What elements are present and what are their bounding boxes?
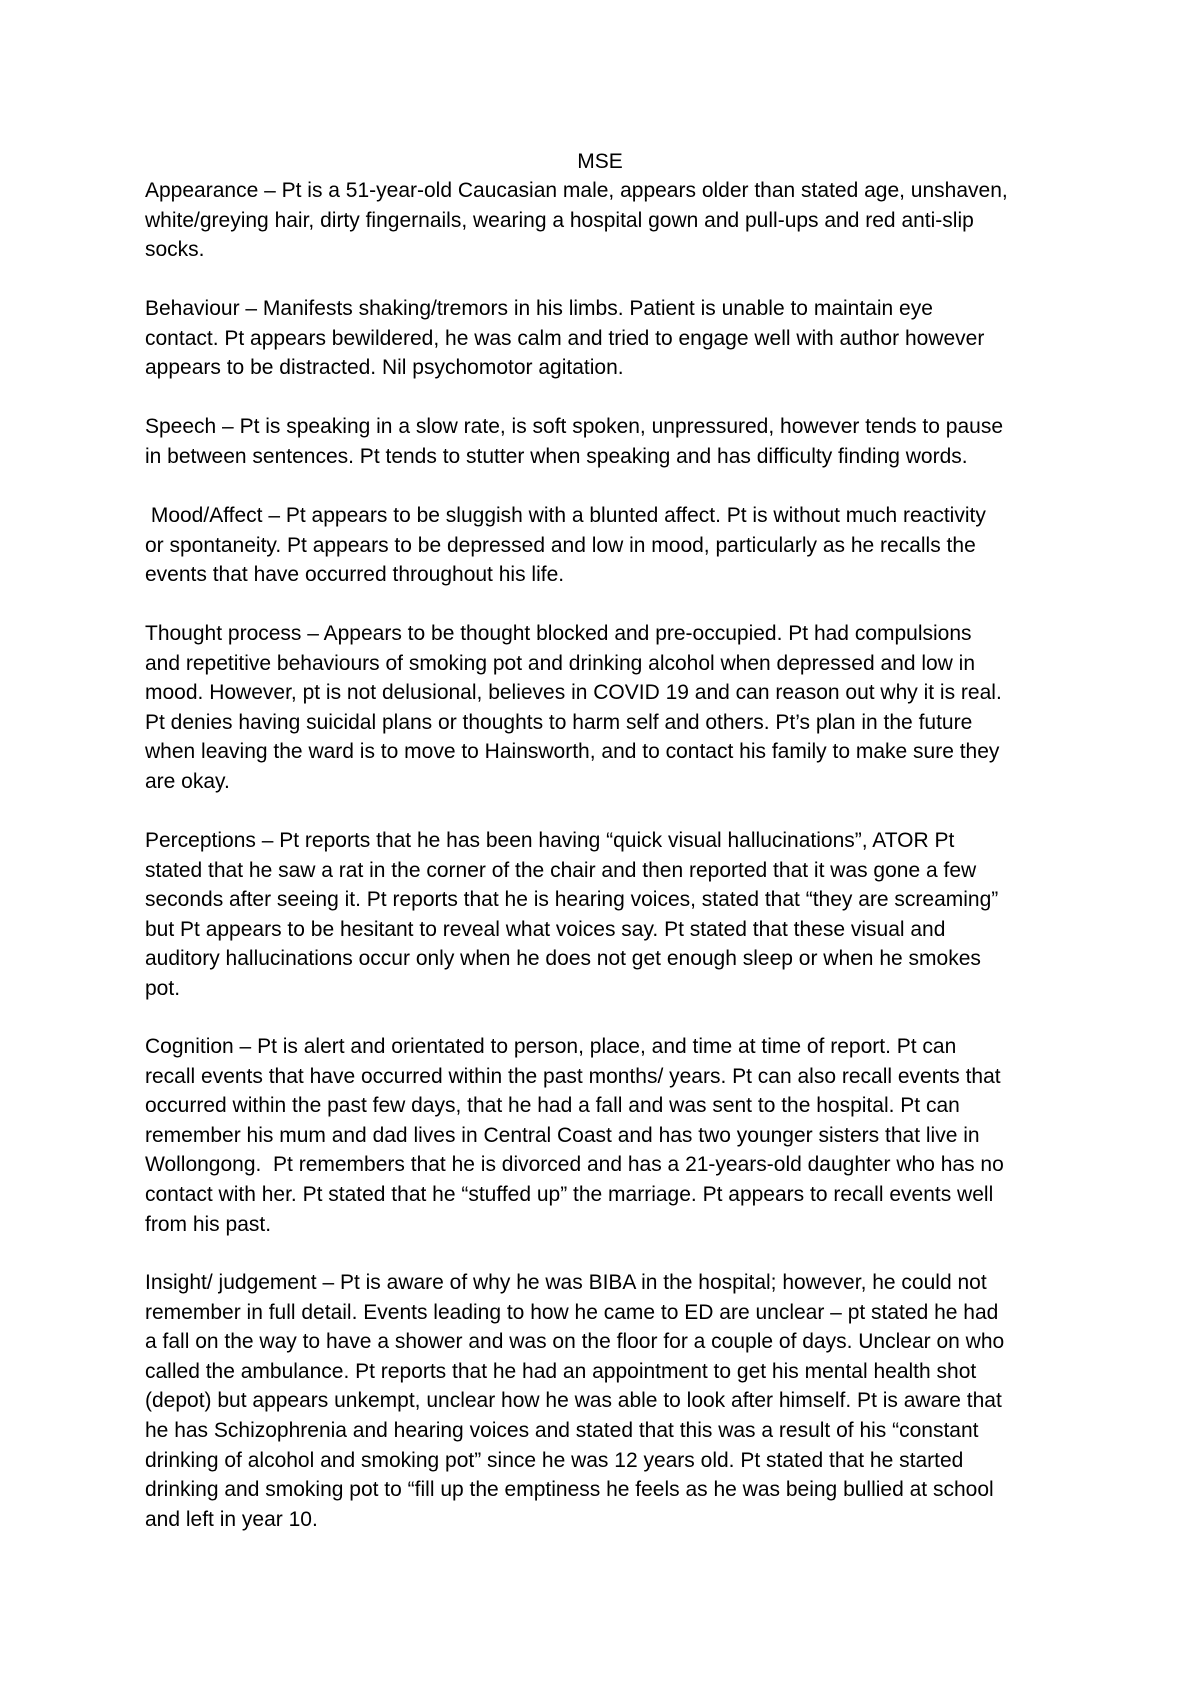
paragraph-line: a fall on the way to have a shower and was on the floor for a couple of days. Unclear on who — [145, 1330, 1005, 1354]
paragraph-thought-process — [145, 619, 1065, 797]
paragraph-insight-judgement — [145, 1268, 1065, 1534]
paragraph-line: seconds after seeing it. Pt reports that he is hearing voices, stated that “they are screaming” — [145, 888, 999, 912]
paragraph-behaviour — [145, 294, 1065, 383]
paragraph-line: remember in full detail. Events leading to how he came to ED are unclear – pt stated he had — [145, 1300, 999, 1324]
paragraph-line: Behaviour – Manifests shaking/tremors in his limbs. Patient is unable to maintain eye — [145, 297, 933, 320]
paragraph-line: white/greying hair, dirty fingernails, wearing a hospital gown and pull-ups and red anti-slip — [145, 208, 974, 232]
paragraph-perceptions — [145, 826, 1065, 1004]
paragraph-line: and left in year 10. — [145, 1507, 318, 1531]
paragraph-mood-affect — [145, 501, 1065, 590]
paragraph-line: contact with her. Pt stated that he “stuffed up” the marriage. Pt appears to recall events well — [145, 1182, 994, 1206]
paragraph-line: are okay. — [145, 769, 230, 793]
paragraph-line: drinking of alcohol and smoking pot” since he was 12 years old. Pt stated that he started — [145, 1448, 964, 1472]
paragraph-cognition — [145, 1032, 1065, 1239]
document-title: MSE — [577, 150, 623, 173]
paragraph-speech — [145, 412, 1065, 471]
paragraph-line: called the ambulance. Pt reports that he had an appointment to get his mental health shot — [145, 1359, 977, 1383]
paragraph-line: recall events that have occurred within the past months/ years. Pt can also recall events that — [145, 1064, 1001, 1088]
paragraph-line: remember his mum and dad lives in Central Coast and has two younger sisters that live in — [145, 1123, 980, 1147]
paragraph-line: mood. However, pt is not delusional, believes in COVID 19 and can reason out why it is real. — [145, 681, 1002, 705]
paragraph-line: stated that he saw a rat in the corner of the chair and then reported that it was gone a few — [145, 858, 977, 882]
paragraph-line: events that have occurred throughout his life. — [145, 563, 565, 587]
paragraph-line: appears to be distracted. Nil psychomotor agitation. — [145, 356, 624, 380]
paragraph-line: occurred within the past few days, that he had a fall and was sent to the hospital. Pt can — [145, 1094, 960, 1118]
paragraph-appearance — [145, 176, 1065, 265]
paragraph-line: Speech – Pt is speaking in a slow rate, is soft spoken, unpressured, however tends to pause — [145, 415, 1003, 438]
paragraph-line: Perceptions – Pt reports that he has been having “quick visual hallucinations”, ATOR Pt — [145, 829, 955, 852]
paragraph-line: he has Schizophrenia and hearing voices and stated that this was a result of his “constant — [145, 1418, 979, 1442]
paragraph-line: socks. — [145, 238, 205, 262]
paragraph-line: and repetitive behaviours of smoking pot and drinking alcohol when depressed and low in — [145, 651, 976, 675]
paragraph-line: Mood/Affect – Pt appears to be sluggish with a blunted affect. Pt is without much reactivity — [145, 504, 986, 527]
paragraph-line: when leaving the ward is to move to Hainsworth, and to contact his family to make sure they — [145, 740, 1000, 764]
paragraph-line: in between sentences. Pt tends to stutter when speaking and has difficulty finding words. — [145, 444, 968, 468]
paragraph-line: Insight/ judgement – Pt is aware of why he was BIBA in the hospital; however, he could not — [145, 1271, 987, 1294]
paragraph-line: Wollongong. Pt remembers that he is divorced and has a 21-years-old daughter who has no — [145, 1153, 1004, 1177]
paragraph-line: Thought process – Appears to be thought blocked and pre-occupied. Pt had compulsions — [145, 622, 972, 645]
paragraph-line: drinking and smoking pot to “fill up the emptiness he feels as he was being bullied at school — [145, 1478, 994, 1502]
paragraph-line: Pt denies having suicidal plans or thoughts to harm self and others. Pt’s plan in the future — [145, 710, 973, 734]
paragraph-line: or spontaneity. Pt appears to be depressed and low in mood, particularly as he recalls the — [145, 533, 976, 557]
paragraph-line: contact. Pt appears bewildered, he was calm and tried to engage well with author however — [145, 326, 985, 350]
paragraph-line: auditory hallucinations occur only when he does not get enough sleep or when he smokes — [145, 947, 981, 971]
paragraph-line: Appearance – Pt is a 51-year-old Caucasian male, appears older than stated age, unshaven, — [145, 179, 1008, 202]
paragraph-line: Cognition – Pt is alert and orientated to person, place, and time at time of report. Pt can — [145, 1035, 957, 1058]
paragraph-line: from his past. — [145, 1212, 272, 1236]
paragraph-line: pot. — [145, 976, 181, 1000]
paragraph-line: (depot) but appears unkempt, unclear how he was able to look after himself. Pt is aware that — [145, 1389, 1002, 1413]
paragraph-line: but Pt appears to be hesitant to reveal what voices say. Pt stated that these visual and — [145, 917, 946, 941]
